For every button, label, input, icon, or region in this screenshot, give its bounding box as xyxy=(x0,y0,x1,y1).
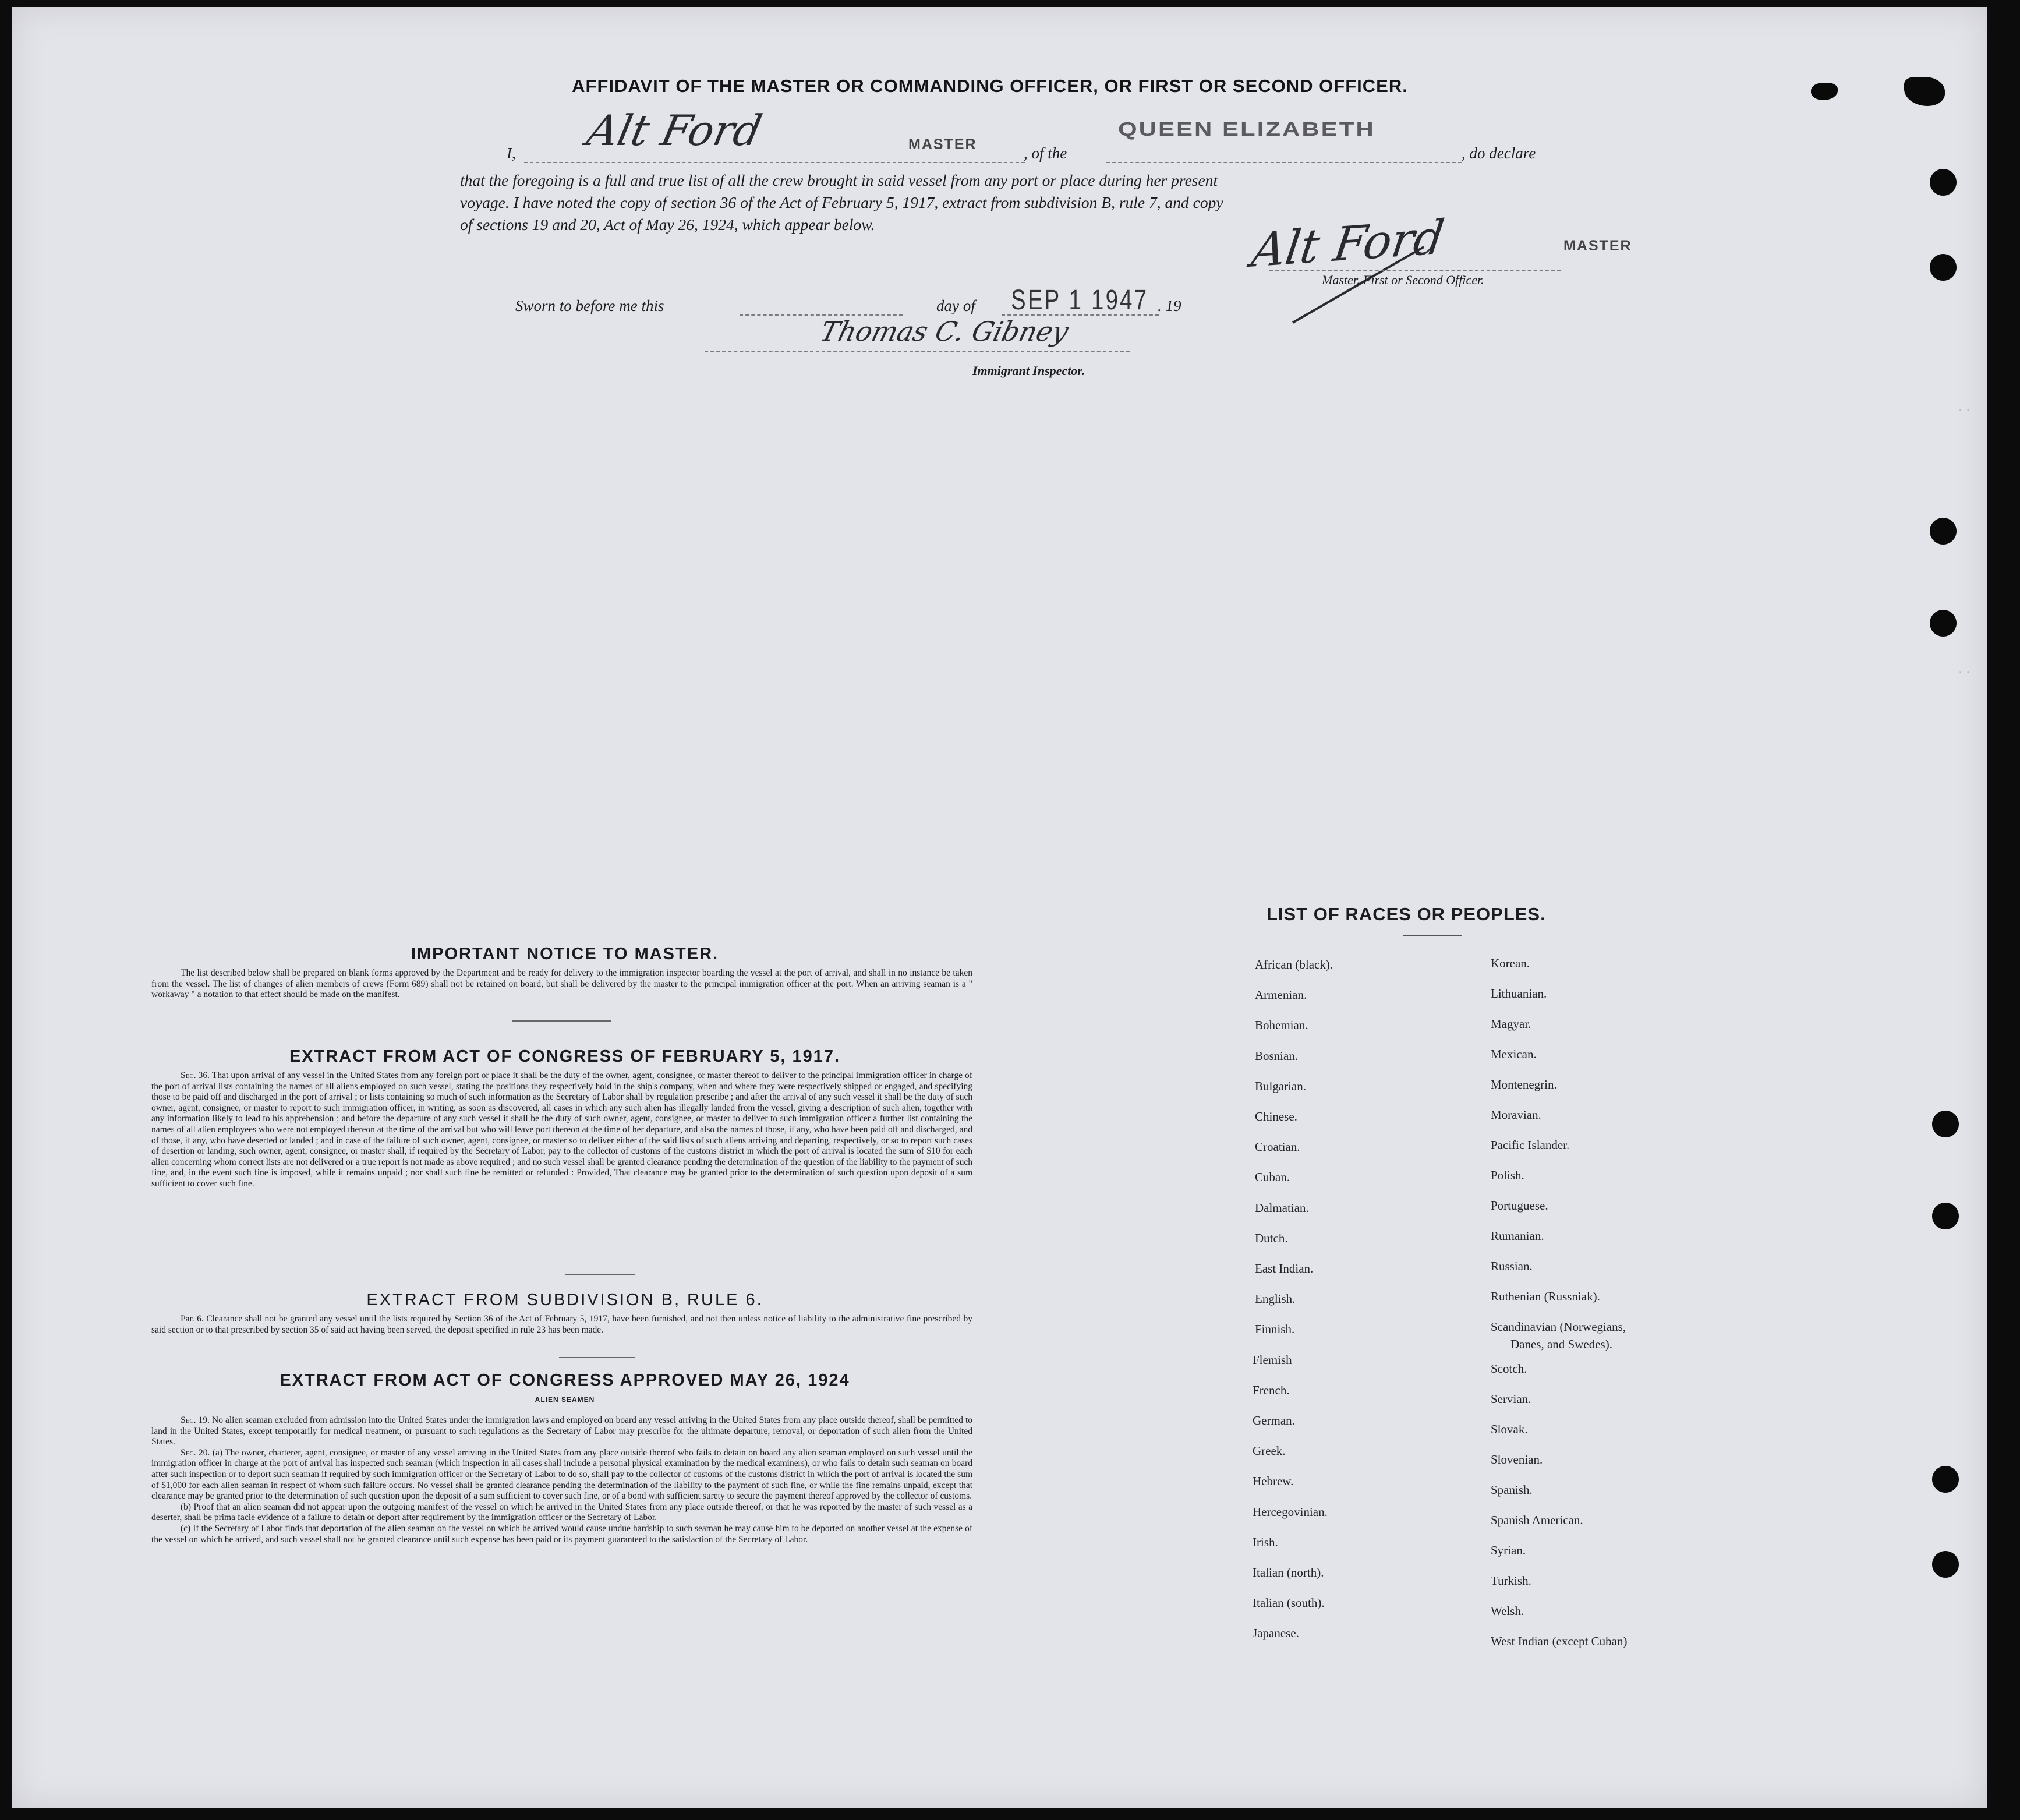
officer-signature: Alt Ford xyxy=(1248,209,1448,278)
race-item: Flemish xyxy=(1253,1352,1292,1367)
race-item: Croatian. xyxy=(1255,1140,1300,1154)
rank-stamp: MASTER xyxy=(908,136,977,153)
race-item: Cuban. xyxy=(1255,1170,1290,1185)
race-item: Bosnian. xyxy=(1255,1048,1299,1063)
race-item: Moravian. xyxy=(1491,1108,1541,1122)
section-divider xyxy=(512,1020,611,1022)
sec-36-text: That upon arrival of any vessel in the United States from any foreign port or place it shall be the duty of the owner, agent, consignee, or master thereof to deliver to the principal immigration officer in charge of the port of arrival lists containing the names of all aliens employed on such vessel, stating the positions they respectively hold in the ship's company, when and where they were respectively shipped or engaged, and specifying those to be paid off and discharged in the port of arrival ; or lists containing so much of such information as the Secretary of Labor shall by regulation prescribe ; and after the arrival of any such vessel it shall be the duty of such owner, agent, consignee, or master to report to such immigration officer, in writing, as soon as discovered, all cases in which any such alien has illegally landed from the vessel, giving a description of such alien, together with any information likely to lead to his apprehension ; and before the departure of any such vessel it shall be the duty of such owner, agent, consignee, or master to deliver to such immigration officer a further list containing the names of all alien employees who were not employed thereon at the time of the arrival but who will leave port thereon at the time of her departure, and also the names of those, if any, who have been paid off and discharged, and of those, if any, who have deserted or landed ; and in case of the failure of such owner, agent, consignee, or master so to deliver either of the said lists of such aliens arriving and departing, respectively, or so to report such cases of desertion or landing, such owner, agent, consignee, or master shall, if required by the Secretary of Labor, pay to the collector of customs of the customs district in which the port of arrival is located the sum of $10 for each alien concerning whom correct lists are not delivered or a true report is not made as above required ; and no such vessel shall be granted clearance pending the determination of the question of the liability to the payment of such fine, and, in the event such fine is imposed, while it remains unpaid ; nor shall such fine be remitted or refunded : Provided, That clearance may be granted prior to the determination of such question upon deposit of a sum sufficient to cover such fine. xyxy=(151,1070,972,1189)
race-item: English. xyxy=(1255,1292,1296,1306)
race-item: Montenegrin. xyxy=(1491,1077,1557,1091)
of-the-label: , of the xyxy=(1024,144,1067,162)
race-item: Syrian. xyxy=(1491,1543,1526,1557)
race-item: Polish. xyxy=(1491,1168,1524,1182)
race-item: African (black). xyxy=(1255,957,1333,971)
sec-19-label: Sec. 19. xyxy=(181,1415,210,1425)
notice-body: The list described below shall be prepared on blank forms approved by the Department and be ready for delivery to the immigration inspector boarding the vessel at the port of arrival, and shall in no instance be taken from the vessel. The list of changes of alien members of crews (Form 689) shall not be retained on board, but shall be delivered by the master to the principal immigration officer at the port. When an arriving seaman is a " workaway " a notation to that effect should be made on the manifest. xyxy=(151,968,972,1000)
race-item: Italian (north). xyxy=(1253,1565,1324,1579)
race-item: West Indian (except Cuban) xyxy=(1491,1634,1628,1648)
races-title: LIST OF RACES OR PEOPLES. xyxy=(1267,904,1546,924)
par-6-label: Par. 6. xyxy=(181,1314,204,1324)
sec-36-label: Sec. 36. xyxy=(181,1070,210,1080)
inspector-signature: Thomas C. Gibney xyxy=(817,316,1072,347)
race-item: Welsh. xyxy=(1491,1604,1524,1618)
race-item: Chinese. xyxy=(1255,1109,1297,1123)
affidavit-line-2: voyage. I have noted the copy of section 36 of the Act of February 5, 1917, extract from subdivision B, rule 7, and copy xyxy=(460,193,1223,211)
race-item: Italian (south). xyxy=(1253,1596,1325,1610)
subdivision-body xyxy=(151,1314,972,1335)
officer-signature-line xyxy=(1269,270,1561,271)
master-signature: Alt Ford xyxy=(583,106,766,155)
race-item: Bohemian. xyxy=(1255,1018,1308,1033)
race-item: Dutch. xyxy=(1255,1231,1288,1245)
vessel-name-line xyxy=(1106,162,1462,163)
torn-corner xyxy=(1811,83,1838,100)
sec-20-label: Sec. 20. xyxy=(181,1447,210,1458)
bleed-through: ·· xyxy=(1957,665,1972,680)
races-title-underline xyxy=(1403,935,1462,936)
day-of-label: day of xyxy=(936,297,975,314)
punch-hole xyxy=(1932,1203,1959,1229)
punch-hole xyxy=(1932,1466,1959,1493)
race-item: Spanish. xyxy=(1491,1483,1533,1497)
race-item: Portuguese. xyxy=(1491,1199,1548,1213)
race-item: Scotch. xyxy=(1491,1362,1527,1376)
inspector-caption: Immigrant Inspector. xyxy=(972,363,1085,378)
race-item: Finnish. xyxy=(1255,1322,1295,1337)
rank-stamp-2: MASTER xyxy=(1563,238,1632,254)
sec-20a-text: (a) The owner, charterer, agent, consignee, or master of any vessel arriving in the United States from any place outside thereof who fails to detain on board any alien seaman employed on such vessel until the immigration officer in charge at the port of arrival has inspected such seaman (which inspection in all cases shall include a personal physical examination by the medical examiners), or who fails to detain such seaman on board after such inspection or to deport such seaman if required by such immigration officer or the Secretary of Labor to do so, shall pay to the collector of customs of the customs district in which the port of arrival is located the sum of $1,000 for each alien seaman in respect of whom such failure occurs. No vessel shall be granted clearance pending the determination of the liability to the payment of such fine, or while the fine remains unpaid, except that clearance may be granted prior to the determination of such question upon the deposit of a sum sufficient to cover such fine, or of a bond with sufficient surety to secure the payment thereof approved by the collector of customs. xyxy=(151,1447,973,1501)
punch-hole xyxy=(1932,1551,1959,1578)
affidavit-line-1: that the foregoing is a full and true list of all the crew brought in said vessel from any port or place during her present xyxy=(460,171,1218,189)
race-item: Spanish American. xyxy=(1491,1513,1583,1527)
sec-20b-paragraph: (b) Proof that an alien seaman did not appear upon the outgoing manifest of the vessel on which he arrived in the United States from any place outside thereof, or that he was reported by the master of such vessel as a deserter, shall be prima facie evidence of a failure to detain or deport after requirement by the immigration officer or the Secretary of Labor. xyxy=(151,1501,972,1523)
race-item: Japanese. xyxy=(1253,1626,1299,1641)
race-item: Slovak. xyxy=(1491,1422,1528,1436)
torn-corner xyxy=(1904,77,1945,106)
alien-seamen-subtitle: ALIEN SEAMEN xyxy=(535,1395,595,1404)
bleed-through: ·· xyxy=(1957,403,1972,418)
race-item: Scandinavian (Norwegians, xyxy=(1491,1320,1626,1334)
race-item: Danes, and Swedes). xyxy=(1510,1337,1612,1351)
punch-hole xyxy=(1930,169,1957,196)
date-stamp: SEP 1 1947 xyxy=(1011,285,1149,316)
punch-hole xyxy=(1932,1111,1959,1137)
punch-hole xyxy=(1930,254,1957,281)
race-item: German. xyxy=(1253,1413,1295,1427)
inspector-line xyxy=(705,351,1130,352)
race-item: French. xyxy=(1253,1383,1290,1397)
race-item: Turkish. xyxy=(1491,1574,1531,1588)
extract-1917-body xyxy=(151,1070,972,1190)
race-item: Slovenian. xyxy=(1491,1453,1543,1466)
notice-title: IMPORTANT NOTICE TO MASTER. xyxy=(411,945,719,963)
race-item: Servian. xyxy=(1491,1392,1531,1406)
master-name-line xyxy=(524,162,1025,163)
race-item: Korean. xyxy=(1491,956,1530,970)
race-item: Hercegovinian. xyxy=(1253,1504,1328,1519)
punch-hole xyxy=(1930,518,1957,545)
sworn-label: Sworn to before me this xyxy=(515,297,664,314)
extract-1917-title: EXTRACT FROM ACT OF CONGRESS OF FEBRUARY 5, 1917. xyxy=(289,1047,841,1066)
subdivision-title: EXTRACT FROM SUBDIVISION B, RULE 6. xyxy=(366,1291,763,1309)
race-item: Rumanian. xyxy=(1491,1229,1544,1243)
par-6-text: Clearance shall not be granted any vessel until the lists required by Section 36 of the Act of February 5, 1917, have been furnished, and not then unless notice of liability to the administrative fine prescribed by said section or to that prescribed by section 35 of said act having been served, the deposit specified in rule 23 has been made. xyxy=(151,1314,973,1335)
sec-20a-paragraph xyxy=(151,1448,972,1502)
race-item: Mexican. xyxy=(1491,1047,1537,1061)
race-item: Armenian. xyxy=(1255,988,1307,1002)
extract-1924-body xyxy=(151,1415,972,1545)
race-item: East Indian. xyxy=(1255,1261,1314,1275)
affidavit-title: AFFIDAVIT OF THE MASTER OR COMMANDING OFFICER, OR FIRST OR SECOND OFFICER. xyxy=(572,76,1408,96)
sec-19-text: No alien seaman excluded from admission into the United States under the immigration laws and employed on board any vessel arriving in the United States from any place outside thereof, shall be permitted to land in the United States, except temporarily for medical treatment, or pursuant to such regulations as the Secretary of Labor may prescribe for the ultimate departure, removal, or deportation of such alien from the United States. xyxy=(151,1415,973,1447)
race-item: Pacific Islander. xyxy=(1491,1138,1570,1152)
affidavit-line-3: of sections 19 and 20, Act of May 26, 1924, which appear below. xyxy=(460,215,875,234)
affidavit-i-label: I, xyxy=(507,144,516,162)
race-item: Greek. xyxy=(1253,1444,1286,1458)
do-declare-label: , do declare xyxy=(1462,144,1536,162)
race-item: Dalmatian. xyxy=(1255,1200,1309,1215)
year-suffix: . 19 xyxy=(1158,297,1181,314)
vessel-name-stamp: QUEEN ELIZABETH xyxy=(1118,118,1375,140)
punch-hole xyxy=(1930,610,1957,637)
race-item: Lithuanian. xyxy=(1491,987,1547,1001)
section-divider xyxy=(559,1357,635,1358)
section-divider xyxy=(565,1274,635,1275)
race-item: Hebrew. xyxy=(1253,1474,1294,1489)
sec-20c-paragraph: (c) If the Secretary of Labor finds that deportation of the alien seaman on the vessel on which he arrived would cause undue hardship to such seaman he may cause him to be deported on another vessel at the expense of the vessel on which he arrived, and such vessel shall not be granted clearance until such expense has been paid or its payment guaranteed to the satisfaction of the Secretary of Labor. xyxy=(151,1523,972,1545)
race-item: Magyar. xyxy=(1491,1017,1531,1031)
sec-19-paragraph xyxy=(151,1415,972,1448)
officer-caption: Master, First or Second Officer. xyxy=(1322,273,1484,287)
manifest-page xyxy=(12,7,1987,1808)
race-item: Bulgarian. xyxy=(1255,1079,1307,1093)
race-item: Irish. xyxy=(1253,1535,1278,1549)
race-item: Russian. xyxy=(1491,1259,1533,1273)
extract-1924-title: EXTRACT FROM ACT OF CONGRESS APPROVED MAY 26, 1924 xyxy=(280,1371,850,1390)
race-item: Ruthenian (Russniak). xyxy=(1491,1289,1600,1303)
